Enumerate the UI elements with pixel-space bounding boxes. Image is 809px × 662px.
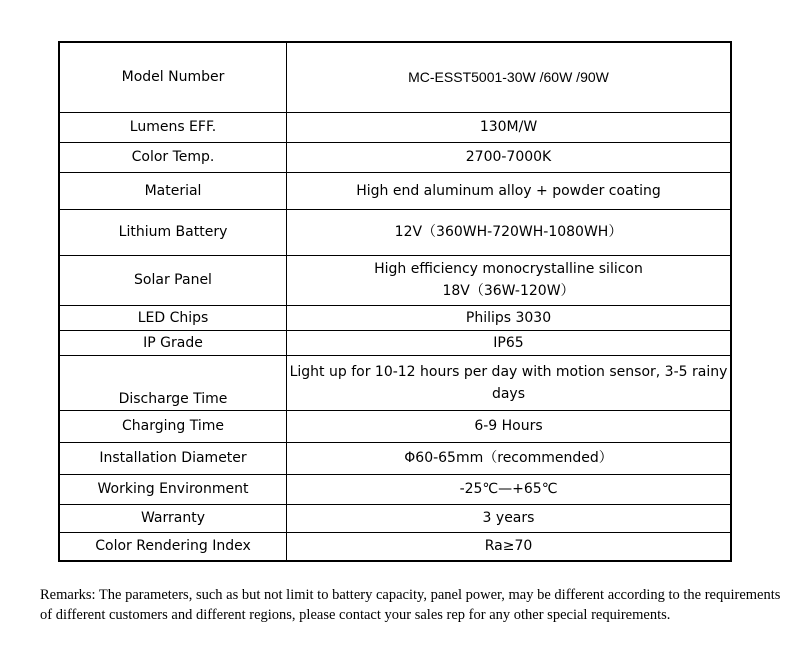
spec-label-lumens: Lumens EFF. <box>59 112 287 142</box>
spec-label-lithium-battery: Lithium Battery <box>59 209 287 255</box>
table-row <box>59 209 731 255</box>
spec-label-working-environment: Working Environment <box>59 474 287 504</box>
spec-label-color-temp: Color Temp. <box>59 142 287 172</box>
solar-panel-line-1: High efficiency monocrystalline silicon <box>374 261 643 277</box>
solar-panel-line-2: 18V（36W-120W） <box>442 283 575 299</box>
table-row <box>59 474 731 504</box>
table-row <box>59 355 731 410</box>
spec-value-lumens: 130M/W <box>287 112 732 142</box>
remarks-text: Remarks: The parameters, such as but not limit to battery capacity, panel power, may be different according to the requirements of different customers and different regions, please contact your sales rep for any other special requirements. <box>40 587 781 623</box>
spec-label-led-chips: LED Chips <box>59 305 287 330</box>
spec-value-led-chips: Philips 3030 <box>287 305 732 330</box>
spec-value-discharge-time: Light up for 10-12 hours per day with motion sensor, 3-5 rainy days <box>287 355 732 410</box>
spec-value-installation-diameter: Φ60-65mm（recommended） <box>287 442 732 474</box>
spec-value-material: High end aluminum alloy + powder coating <box>287 172 732 209</box>
spec-label-charging-time: Charging Time <box>59 410 287 442</box>
spec-label-warranty: Warranty <box>59 504 287 532</box>
spec-label-material: Material <box>59 172 287 209</box>
spec-label-installation-diameter: Installation Diameter <box>59 442 287 474</box>
table-row <box>59 112 731 142</box>
spec-label-ip-grade: IP Grade <box>59 330 287 355</box>
table-row <box>59 504 731 532</box>
spec-value-solar-panel <box>287 255 732 305</box>
spec-label-solar-panel: Solar Panel <box>59 255 287 305</box>
spec-value-warranty: 3 years <box>287 504 732 532</box>
table-row <box>59 410 731 442</box>
spec-value-lithium-battery: 12V（360WH-720WH-1080WH） <box>287 209 732 255</box>
spec-label-discharge-time: Discharge Time <box>59 355 287 410</box>
spec-value-model-number: MC-ESST5001-30W /60W /90W <box>287 42 732 112</box>
spec-value-color-rendering-index: Ra≥70 <box>287 532 732 561</box>
table-row <box>59 255 731 305</box>
spec-table <box>58 41 732 562</box>
table-row <box>59 532 731 561</box>
table-row <box>59 172 731 209</box>
table-row <box>59 142 731 172</box>
spec-value-ip-grade: IP65 <box>287 330 732 355</box>
table-row <box>59 330 731 355</box>
spec-value-color-temp: 2700-7000K <box>287 142 732 172</box>
spec-value-working-environment: -25℃—+65℃ <box>287 474 732 504</box>
table-row <box>59 442 731 474</box>
spec-label-model-number: Model Number <box>59 42 287 112</box>
spec-label-color-rendering-index: Color Rendering Index <box>59 532 287 561</box>
table-row <box>59 305 731 330</box>
spec-value-charging-time: 6-9 Hours <box>287 410 732 442</box>
table-row <box>59 42 731 112</box>
